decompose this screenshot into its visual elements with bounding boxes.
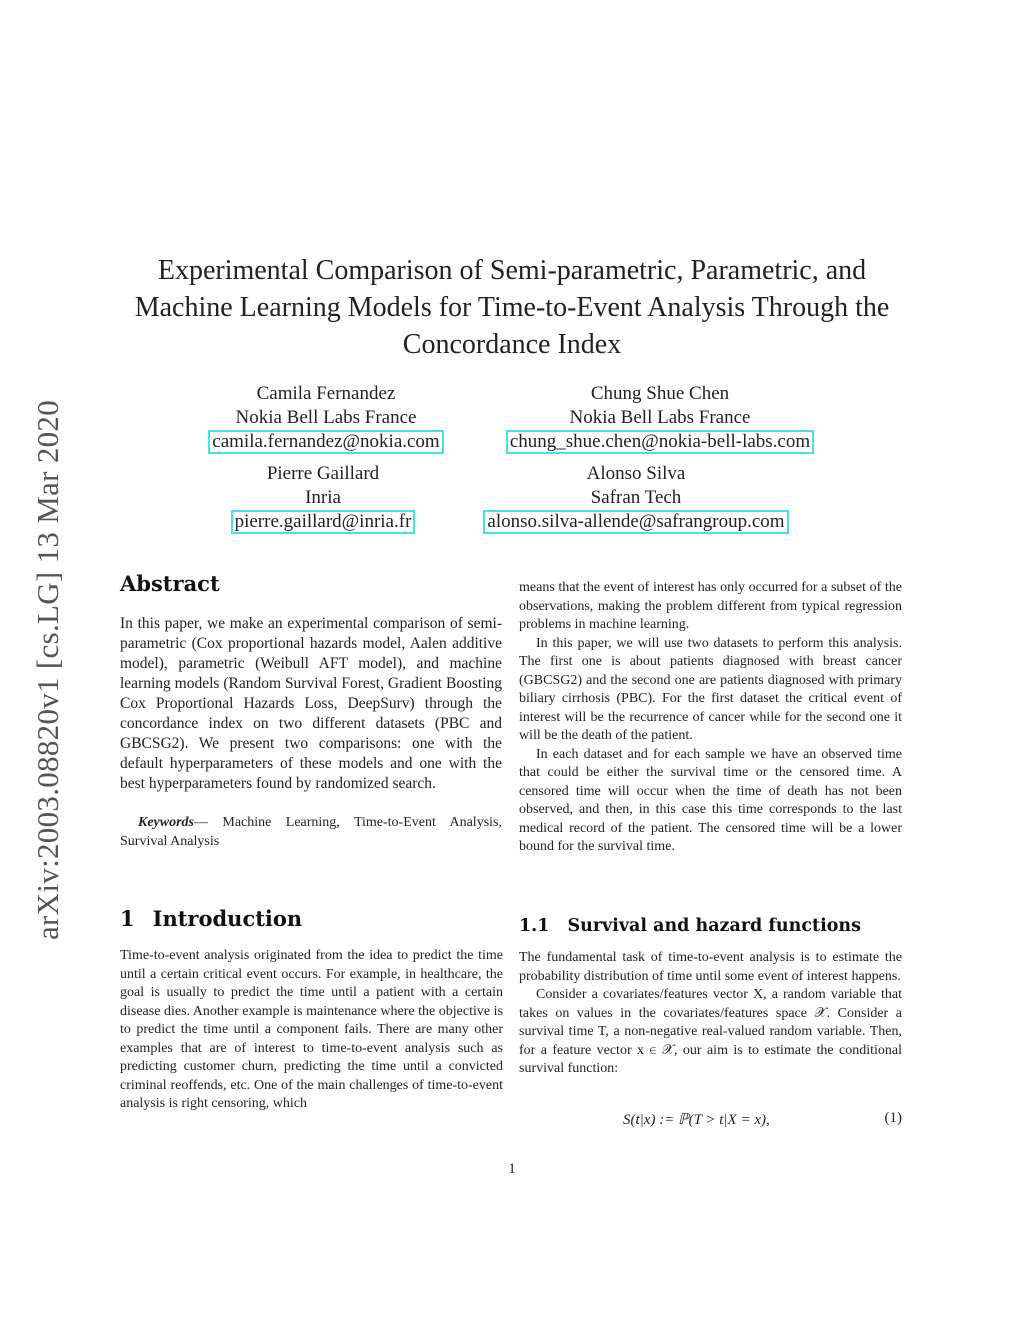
abstract-heading: Abstract <box>120 571 220 596</box>
author-block <box>498 382 822 454</box>
subsection-number: 1.1 <box>519 916 550 936</box>
keywords <box>120 814 502 851</box>
subsection-body <box>519 949 902 1079</box>
page-number: 1 <box>508 1161 516 1177</box>
introduction-body <box>120 947 503 1114</box>
paragraph: In this paper, we will use two datasets to perform this analysis. The first one is about patients diagnosed with breast cancer (GBCSG2) and the second one are patients diagnosed with primary biliary cirrhosis (PBC). For the first dataset the critical event of interest will be the recurrence of cancer while for the second one it will be the death of the patient. <box>519 635 902 743</box>
title-line: Experimental Comparison of Semi-parametric, Parametric, and <box>157 255 867 286</box>
subsection-heading-survival <box>519 916 861 936</box>
title-line: Concordance Index <box>402 329 622 360</box>
author-email-link[interactable]: pierre.gaillard@inria.fr <box>231 510 416 534</box>
equation-1 <box>519 1110 902 1132</box>
author-affiliation: Nokia Bell Labs France <box>569 406 751 428</box>
author-affiliation: Inria <box>305 486 341 508</box>
author-name: Chung Shue Chen <box>590 383 730 404</box>
arxiv-identifier-stamp: arXiv:2003.08820v1 [cs.LG] 13 Mar 2020 <box>30 399 65 940</box>
right-column-body <box>519 579 902 857</box>
author-affiliation: Safran Tech <box>590 486 682 508</box>
author-block <box>472 462 800 534</box>
section-title: Introduction <box>152 906 303 931</box>
paragraph: The fundamental task of time-to-event analysis is to estimate the probability distribution of time until some event of interest happens. <box>519 950 902 984</box>
author-block <box>200 382 452 454</box>
equation-number: (1) <box>884 1110 902 1126</box>
author-name: Alonso Silva <box>586 463 686 484</box>
abstract-text: In this paper, we make an experimental comparison of semi-parametric (Cox proportional hazards model, Aalen additive model), parametric (Weibull AFT model), and machine learning models (Random Survival Forest, Gradient Boosting Cox Proportional Hazards Loss, DeepSurv) through the concordance index on two different datasets (PBC and GBCSG2). We present two comparisons: one with the default hyperparameters of these models and one with the best hyperparameters found by randomized search. <box>120 615 502 792</box>
paragraph: In each dataset and for each sample we have an observed time that could be either the survival time or the censored time. A censored time will occur when the time of death has not been observed, and then, in this case this time corresponds to the last medical record of the patient. The censored time will be a lower bound for the survival time. <box>519 746 902 854</box>
keywords-text: — Machine Learning, Time-to-Event Analysis, Survival Analysis <box>120 815 502 849</box>
author-name: Camila Fernandez <box>256 383 396 404</box>
section-number: 1 <box>120 906 135 931</box>
author-email-link[interactable]: camila.fernandez@nokia.com <box>208 430 443 454</box>
author-name: Pierre Gaillard <box>266 463 380 484</box>
author-block <box>200 462 446 534</box>
paragraph: means that the event of interest has only occurred for a subset of the observations, making the problem different from typical regression problems in machine learning. <box>519 580 902 632</box>
keywords-label: Keywords <box>138 815 194 830</box>
author-affiliation: Nokia Bell Labs France <box>235 406 417 428</box>
equation-expression: S(t|x) := ℙ(T > t|X = x), <box>623 1112 770 1128</box>
section-heading-introduction <box>120 906 302 931</box>
author-email-link[interactable]: alonso.silva-allende@safrangroup.com <box>483 510 788 534</box>
subsection-title: Survival and hazard functions <box>567 916 861 936</box>
author-email-link[interactable]: chung_shue.chen@nokia-bell-labs.com <box>506 430 814 454</box>
paragraph: Consider a covariates/features vector X, a random variable that takes on values in the covariates/features space 𝒳. Consider a survival time T, a non-negative real-valued random variable. Then, for a feature vector x ∈ 𝒳, our aim is to estimate the conditional survival function: <box>519 987 902 1076</box>
paragraph: Time-to-event analysis originated from the idea to predict the time until a certain critical event occurs. For example, in healthcare, the goal is usually to predict the time until a patient with a certain disease dies. Another example is maintenance where the objective is to predict the time until a component fails. There are many other examples that are of interest to time-to-event analysis such as predicting customer churn, predicting the time until a convicted criminal reoffends, etc. One of the main challenges of time-to-event analysis is right censoring, which <box>120 948 503 1111</box>
title-line: Machine Learning Models for Time-to-Event Analysis Through the <box>134 292 890 323</box>
paper-title <box>100 252 924 363</box>
